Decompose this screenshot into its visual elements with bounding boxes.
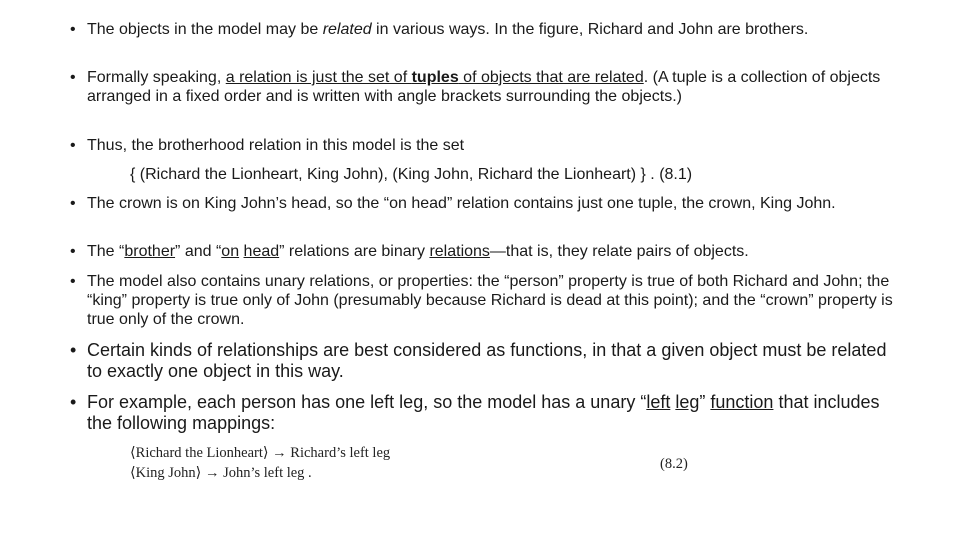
equation-number-8-2: (8.2) xyxy=(660,456,688,472)
bullet-related-objects xyxy=(70,20,900,39)
bullet-functions xyxy=(70,340,900,382)
bullet-relation-definition xyxy=(70,68,900,106)
bullet-left-leg-function xyxy=(70,392,900,434)
underlined-text: brother xyxy=(124,243,176,260)
text: ” xyxy=(699,392,711,412)
text: Thus, the brotherhood relation in this model is the set xyxy=(87,137,465,154)
text: The model also contains unary relations, or properties: the “person” property is true of both Richard and John; the “king” property is true only of John (presumably because Richard is dead at this point); and the “crown” property is true only of the crown. xyxy=(87,273,893,328)
text: that includes the following mappings: xyxy=(87,392,880,433)
bullet-marker: • xyxy=(70,243,76,260)
formula-8-1: { (Richard the Lionheart, King John), (King John, Richard the Lionheart) } . (8.1) xyxy=(130,166,693,183)
text: —that is, they relate pairs of objects. xyxy=(489,243,749,260)
underlined-text: function xyxy=(710,392,774,412)
text: For example, each person has one left leg, so the model has a unary “ xyxy=(87,392,647,412)
text: ” and “ xyxy=(175,243,222,260)
text: The “ xyxy=(87,243,125,260)
bullet-marker: • xyxy=(70,69,76,86)
bullet-marker: • xyxy=(70,21,76,38)
underlined-text: head xyxy=(243,243,280,260)
emphasis-related: related xyxy=(322,21,372,38)
bullet-brotherhood-relation xyxy=(70,136,900,155)
underlined-text: left xyxy=(646,392,671,412)
text: . (A tuple is a collection of objects arranged in a fixed order and is written with angle brackets surrounding the objects.) xyxy=(87,69,881,105)
underlined-text: of objects that are related xyxy=(458,69,644,86)
bullet-marker: • xyxy=(70,340,77,360)
text: ” relations are binary xyxy=(279,243,430,260)
text: The objects in the model may be xyxy=(87,21,323,38)
bullet-marker: • xyxy=(70,273,76,290)
text: in various ways. In the figure, Richard and John are brothers. xyxy=(371,21,809,38)
text: Formally speaking, xyxy=(87,69,226,86)
text: Certain kinds of relationships are best considered as functions, in that a given object must be related to exactly one object in this way. xyxy=(87,340,887,381)
underlined-text: on xyxy=(221,243,240,260)
underlined-text: leg xyxy=(675,392,700,412)
bullet-unary-relations xyxy=(70,272,900,329)
text: The crown is on King John’s head, so the “on head” relation contains just one tuple, the crown, King John. xyxy=(87,195,836,212)
underlined-text: a relation is just the set of xyxy=(225,69,412,86)
mapping-richard: ⟨Richard the Lionheart⟩ → Richard’s left leg xyxy=(130,445,391,461)
bullet-marker: • xyxy=(70,392,77,412)
bullet-marker: • xyxy=(70,195,76,212)
mapping-john: ⟨King John⟩ → John’s left leg . xyxy=(130,465,312,481)
bold-tuples: tuples xyxy=(411,69,459,86)
underlined-text: relations xyxy=(429,243,490,260)
bullet-on-head xyxy=(70,194,900,213)
bullet-binary-relations xyxy=(70,242,900,261)
bullet-marker: • xyxy=(70,137,76,154)
